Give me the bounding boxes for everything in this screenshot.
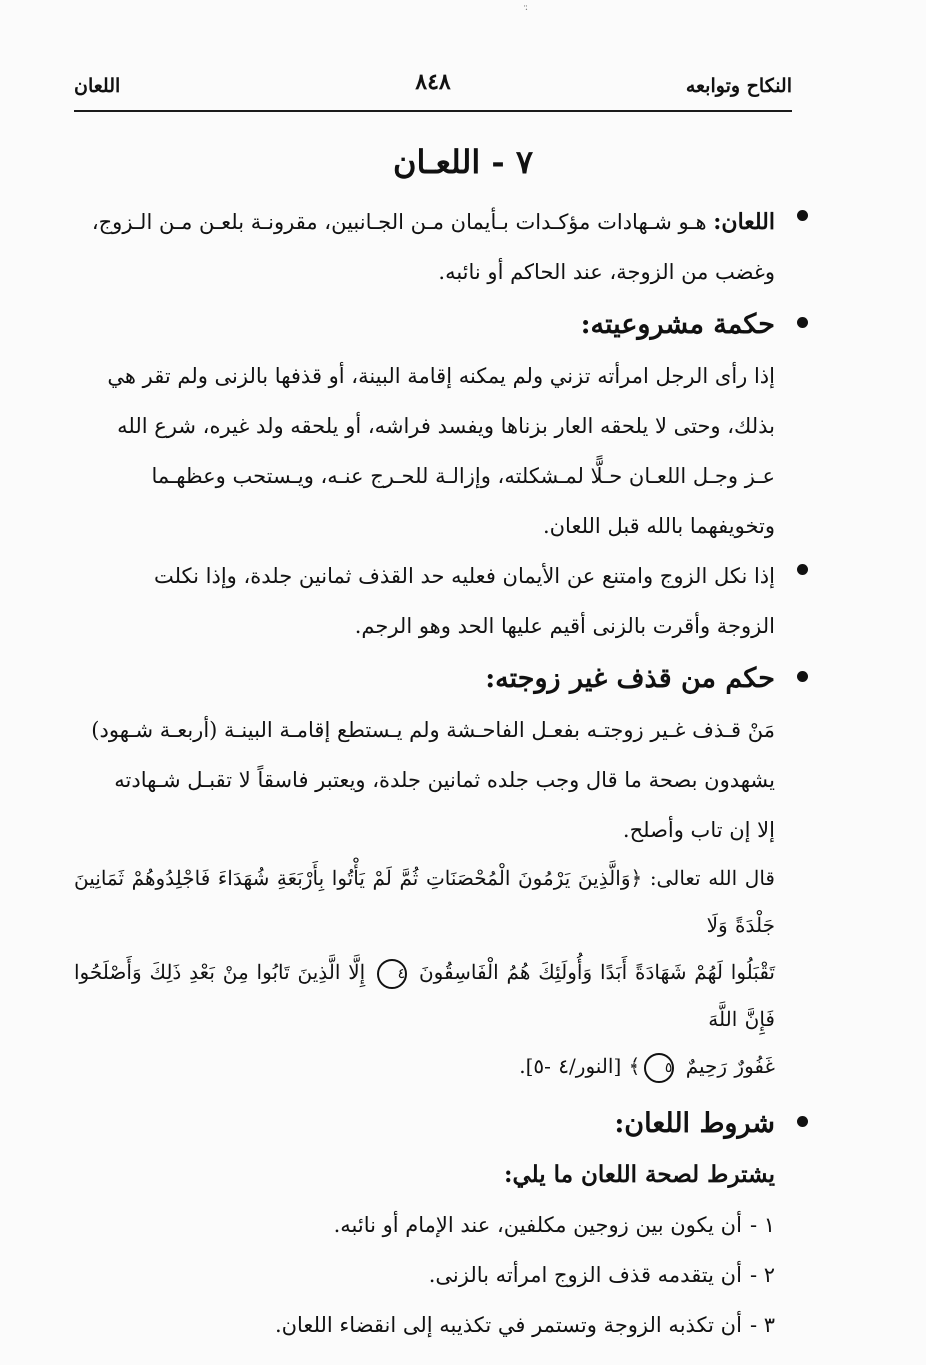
definition-term: اللعان: <box>713 209 775 235</box>
wisdom-line-3: عـز وجـل اللعـان حـلًّا لمـشكلته، وإزالـة للحـرج عنـه، ويـستحب وعظهـما <box>151 464 775 488</box>
condition-number: ١ - <box>749 1213 775 1237</box>
wisdom-heading-row <box>74 300 775 350</box>
page-title: ٧ - اللعـان <box>392 143 534 181</box>
slander-line-2: يشهدون بصحة ما قال وجب جلده ثمانين جلدة، ويعتبر فاسقاً لا تقبـل شـهادته <box>114 768 775 792</box>
page-header <box>74 70 792 112</box>
bullet-icon <box>797 210 808 221</box>
page-number: ٨٤٨ <box>415 69 451 95</box>
definition-line-2: وغضب من الزوجة، عند الحاكم أو نائبه. <box>438 260 775 284</box>
quran-close: ﴾ <box>628 1054 641 1078</box>
ayah-number-5: ٥ <box>644 1053 674 1083</box>
definition-line-1 <box>74 197 775 247</box>
quran-text-1: وَالَّذِينَ يَرْمُونَ الْمُحْصَنَاتِ ثُمَّ لَمْ يَأْتُوا بِأَرْبَعَةِ شُهَدَاءَ فَاجْلِدُوهُمْ ثَمَانِينَ جَلْدَةً وَلَا <box>74 866 775 937</box>
conditions-heading: شروط اللعان: <box>614 1108 775 1139</box>
bullet-icon <box>797 671 808 682</box>
section-header-title: اللعان <box>74 75 121 97</box>
wisdom-line-1: إذا رأى الرجل امرأته تزني ولم يمكنه إقامة البينة، أو قذفها بالزنى ولم تقر هي <box>107 364 775 388</box>
refusal-block <box>74 551 775 651</box>
scan-mark: ·̈ <box>524 5 528 16</box>
refusal-line-2: الزوجة وأقرت بالزنى أقيم عليها الحد وهو الرجم. <box>354 614 775 638</box>
bullet-icon <box>797 1116 808 1127</box>
condition-text: أن تكذبه الزوجة وتستمر في تكذيبه إلى انقضاء اللعان. <box>274 1313 742 1337</box>
wisdom-line-2: بذلك، وحتى لا يلحقه العار بزناها ويفسد فراشه، أو يلحقه ولد غيره، شرع الله <box>117 414 775 438</box>
quran-intro: قال الله تعالى: ﴿ <box>630 866 775 890</box>
condition-number: ٢ - <box>749 1263 775 1287</box>
definition-text-1: هـو شـهادات مؤكـدات بـأيمان مـن الجـانبين، مقرونـة بلعـن مـن الـزوج، <box>91 210 714 234</box>
slander-heading-row <box>74 654 775 704</box>
quran-line-3 <box>74 1043 775 1090</box>
conditions-subheading: يشترط لصحة اللعان ما يلي: <box>504 1161 775 1188</box>
quran-line-2 <box>74 949 775 1043</box>
chapter-header-title: النكاح وتوابعه <box>685 75 792 97</box>
condition-item-2 <box>74 1250 775 1300</box>
condition-text: أن يكون بين زوجين مكلفين، عند الإمام أو نائبه. <box>333 1213 742 1237</box>
slander-line-3: إلا إن تاب وأصلح. <box>622 818 775 842</box>
wisdom-line-4: وتخويفهما بالله قبل اللعان. <box>542 514 775 538</box>
definition-block <box>74 197 775 297</box>
quran-text-3: غَفُورٌ رَحِيمٌ <box>685 1054 775 1078</box>
bullet-icon <box>797 564 808 575</box>
condition-item-3 <box>74 1300 775 1350</box>
condition-item-1 <box>74 1200 775 1250</box>
condition-number: ٣ - <box>749 1313 775 1337</box>
quran-line-1 <box>74 855 775 949</box>
quran-reference: [النور/٤ -٥]. <box>519 1054 622 1078</box>
condition-text: أن يتقدمه قذف الزوج امرأته بالزنى. <box>428 1263 742 1287</box>
page-content <box>74 197 775 1350</box>
wisdom-heading: حكمة مشروعيته: <box>580 309 775 340</box>
quran-text-2: تَقْبَلُوا لَهُمْ شَهَادَةً أَبَدًا وَأُولَئِكَ هُمُ الْفَاسِقُونَ <box>418 960 775 984</box>
quran-verse-block <box>74 855 775 1090</box>
ayah-number-4: ٤ <box>377 959 407 989</box>
slander-heading: حكم من قذف غير زوجته: <box>485 663 775 694</box>
refusal-line-1: إذا نكل الزوج وامتنع عن الأيمان فعليه حد القذف ثمانين جلدة، وإذا نكلت <box>153 564 775 588</box>
bullet-icon <box>797 317 808 328</box>
conditions-heading-row <box>74 1099 775 1149</box>
slander-line-1: مَنْ قـذف غـير زوجتـه بفعـل الفاحـشة ولم يـستطع إقامـة البينـة (أربعـة شـهود) <box>91 718 775 742</box>
quran-text-2b: إِلَّا الَّذِينَ تَابُوا مِنْ بَعْدِ ذَلِكَ وَأَصْلَحُوا فَإِنَّ اللَّهَ <box>74 960 775 1031</box>
